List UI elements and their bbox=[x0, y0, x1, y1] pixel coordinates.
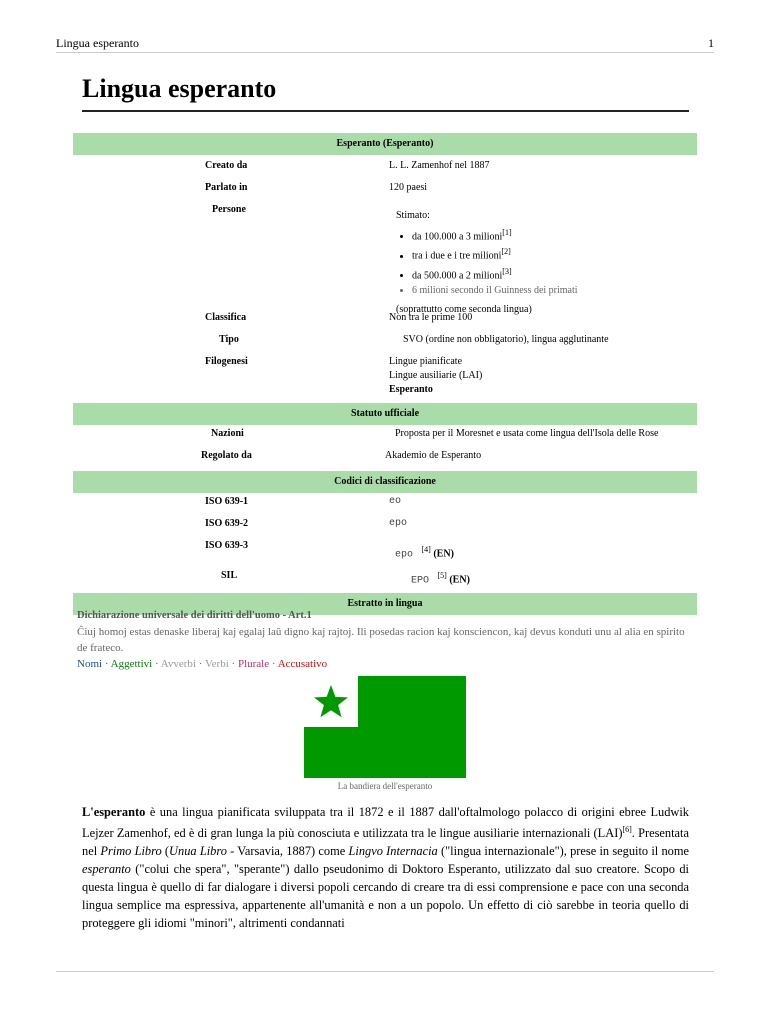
label-nazioni: Nazioni bbox=[211, 428, 244, 439]
extract-legend: Nomi · Aggettivi · Avverbi · Verbi · Plurale · Accusativo bbox=[77, 658, 328, 670]
running-header bbox=[56, 36, 714, 53]
persone-note: (soprattutto come seconda lingua) bbox=[396, 303, 532, 315]
flag-caption: La bandiera dell'esperanto bbox=[337, 781, 433, 791]
infobox bbox=[73, 131, 697, 617]
label-iso3: ISO 639-3 bbox=[205, 540, 249, 551]
legend-aggettivi: Aggettivi bbox=[110, 658, 153, 670]
value-tipo: SVO (ordine non obbligatorio), lingua agglutinante bbox=[403, 334, 609, 345]
row-regolato bbox=[73, 449, 697, 469]
value-regolato: Akademio de Esperanto bbox=[385, 450, 482, 461]
label-classifica: Classifica bbox=[205, 312, 247, 323]
label-parlato-in: Parlato in bbox=[205, 182, 248, 193]
row-persone bbox=[73, 203, 697, 315]
infobox-section-codici: Codici di classificazione bbox=[73, 471, 697, 493]
value-classifica: Non tra le prime 100 bbox=[389, 312, 473, 323]
persone-list bbox=[396, 225, 697, 298]
label-regolato: Regolato da bbox=[201, 450, 252, 461]
legend-verbi: Verbi bbox=[204, 658, 229, 670]
row-sil bbox=[73, 565, 697, 591]
filogenesi-line: Lingue ausiliarie (LAI) bbox=[389, 370, 483, 381]
infobox-section-statuto: Statuto ufficiale bbox=[73, 403, 697, 425]
label-sil: SIL bbox=[221, 570, 238, 581]
persone-item: • tra i due e i tre milioni[2] bbox=[412, 244, 697, 263]
value-iso1: eo bbox=[389, 496, 402, 507]
legend-avverbi: Avverbi bbox=[160, 658, 196, 670]
sil-lang: (EN) bbox=[449, 574, 470, 586]
row-filogenesi bbox=[73, 355, 697, 401]
filogenesi-line: Esperanto bbox=[389, 384, 433, 395]
value-filogenesi bbox=[383, 355, 697, 401]
ref-6: [6] bbox=[622, 825, 632, 834]
persone-item: • da 100.000 a 3 milioni[1] bbox=[412, 225, 697, 244]
label-creato-da: Creato da bbox=[205, 160, 248, 171]
article-body: L'esperanto è una lingua pianificata sviluppata tra il 1872 e il 1887 dall'oftalmologo polacco di origini ebree Ludwik Lejzer Zamenhof, ed è di gran lunga la più conosciuta e utilizzata tra le lingue ausiliarie internazionali (LAI)[6]. Presentata nel Primo Libro (Unua Libro - Varsavia, 1887) come Lingvo Internacia ("lingua internazionale"), prese in seguito il nome esperanto ("colui che spera", "sperante") dallo pseudonimo di Doktoro Esperanto, utilizzato dal suo creatore. Scopo di questa lingua è quello di far dialogare i diversi popoli cercando di creare tra di essi comprensione e pace con una seconda lingua semplice ma espressiva, appartenente all'umanità e non a un popolo. Un effetto di ciò sarebbe in teoria quello di proteggere gli idiomi "minori", altrimenti condannati bbox=[82, 805, 689, 931]
value-persone bbox=[390, 203, 697, 315]
lingvo-internacia: Lingvo Internacia bbox=[348, 844, 438, 859]
extract bbox=[77, 608, 697, 672]
footer-divider bbox=[56, 971, 714, 972]
label-filogenesi: Filogenesi bbox=[205, 356, 248, 367]
row-iso3 bbox=[73, 539, 697, 565]
value-iso2: epo bbox=[389, 518, 408, 529]
value-parlato-in: 120 paesi bbox=[389, 182, 428, 193]
primo-libro: Primo Libro bbox=[100, 844, 162, 859]
extract-heading: Dichiarazione universale dei diritti dell'uomo - Art.1 bbox=[77, 610, 312, 621]
persone-stimato: Stimato: bbox=[396, 210, 430, 221]
persone-item: • 6 milioni secondo il Guinness dei primati bbox=[412, 283, 697, 298]
label-persone: Persone bbox=[212, 204, 246, 215]
row-classifica bbox=[73, 311, 697, 333]
sil-ref: [5] bbox=[437, 571, 447, 580]
label-iso2: ISO 639-2 bbox=[205, 518, 249, 529]
row-nazioni bbox=[73, 427, 697, 449]
legend-plurale: Plurale bbox=[237, 658, 270, 670]
row-parlato-in bbox=[73, 181, 697, 203]
value-nazioni: Proposta per il Moresnet e usata come lingua dell'Isola delle Rose bbox=[395, 428, 659, 439]
page-number: 1 bbox=[708, 36, 714, 50]
infobox-section-estratto: Estratto in lingua bbox=[73, 593, 697, 615]
row-iso1 bbox=[73, 495, 697, 517]
row-tipo bbox=[73, 333, 697, 355]
header-title: Lingua esperanto bbox=[56, 36, 139, 50]
iso3-ref: [4] bbox=[421, 545, 431, 554]
legend-nomi: Nomi bbox=[77, 658, 103, 670]
label-iso1: ISO 639-1 bbox=[205, 496, 249, 507]
sil-code: EPO bbox=[411, 575, 430, 587]
infobox-section-main: Esperanto (Esperanto) bbox=[73, 133, 697, 155]
row-creato-da bbox=[73, 159, 697, 181]
esperanto-flag-image bbox=[304, 676, 466, 778]
iso3-code: epo bbox=[395, 549, 414, 561]
filogenesi-line: Lingue pianificate bbox=[389, 356, 463, 367]
iso3-lang: (EN) bbox=[433, 548, 454, 560]
lead-term: L'esperanto bbox=[82, 805, 146, 819]
value-creato-da: L. L. Zamenhof nel 1887 bbox=[389, 160, 490, 171]
value-iso3 bbox=[383, 539, 697, 565]
esperanto-term: esperanto bbox=[82, 862, 131, 877]
unua-libro: Unua Libro bbox=[169, 844, 227, 859]
value-sil bbox=[399, 565, 697, 591]
label-tipo: Tipo bbox=[219, 334, 239, 345]
extract-text: Ĉiuj homoj estas denaske liberaj kaj egalaj laŭ digno kaj rajtoj. Ili posedas racion kaj konsciencon, kaj devus konduti unu al alia en spirito de frateco. bbox=[77, 626, 685, 654]
page-title: Lingua esperanto bbox=[82, 72, 689, 112]
row-iso2 bbox=[73, 517, 697, 539]
legend-accusativo: Accusativo bbox=[277, 658, 328, 670]
persone-item: • da 500.000 a 2 milioni[3] bbox=[412, 264, 697, 283]
